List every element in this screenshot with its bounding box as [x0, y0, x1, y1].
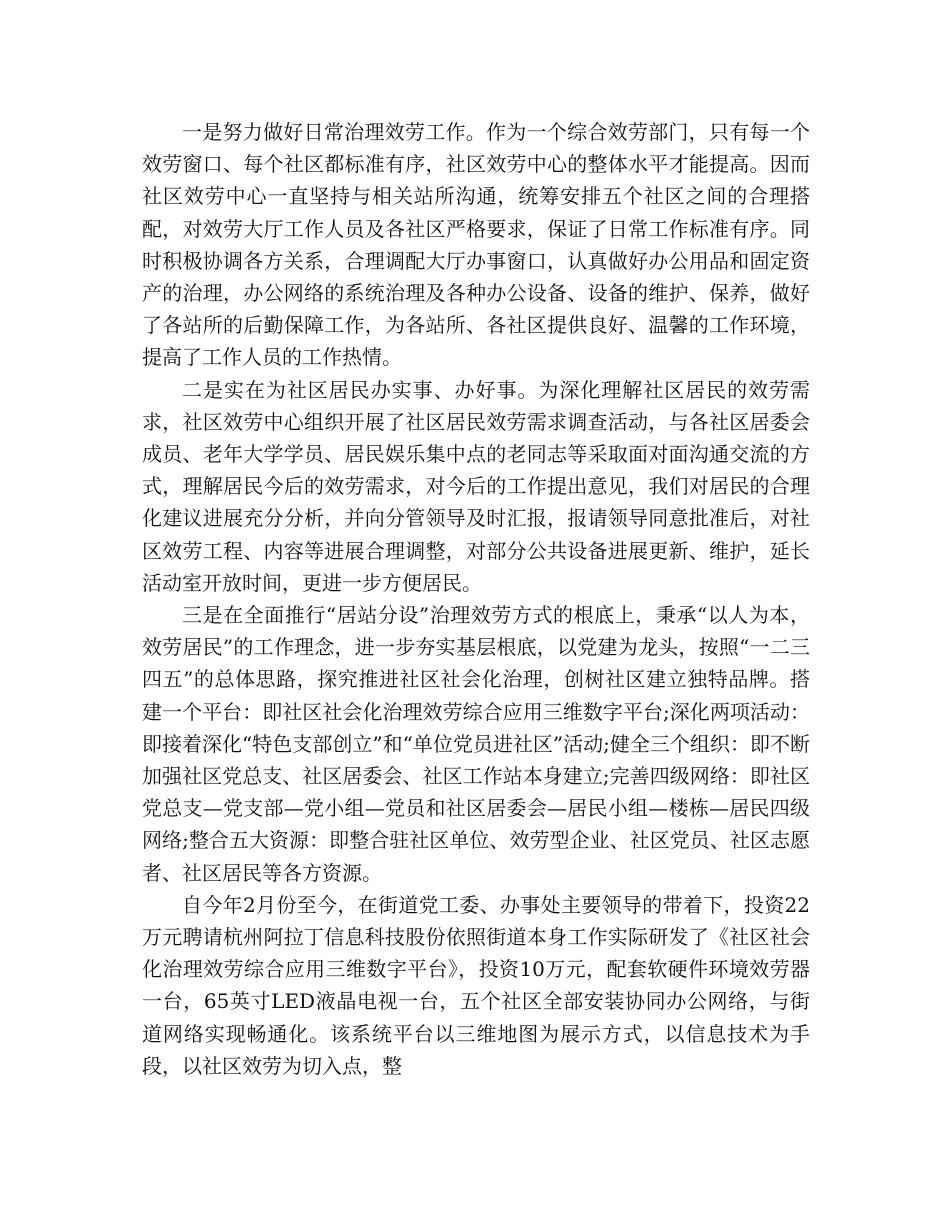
paragraph-daily-management: 一是努力做好日常治理效劳工作。作为一个综合效劳部门，只有每一个效劳窗口、每个社区都标准有序，社区效劳中心的整体水平才能提高。因而社区效劳中心一直坚持与相关站所沟通，统筹安排五个社区之间的合理搭配，对效劳大厅工作人员及各社区严格要求，保证了日常工作标准有序。同时积极协调各方关系，合理调配大厅办事窗口，认真做好办公用品和固定资产的治理，办公网络的系统治理及各种办公设备、设备的维护、保养，做好了各站所的后勤保障工作，为各站所、各社区提供良好、温馨的工作环境，提高了工作人员的工作热情。 — [142, 120, 810, 370]
paragraph-station-separation: 三是在全面推行“居站分设”治理效劳方式的根底上，秉承“以人为本，效劳居民”的工作理念，进一步夯实基层根底，以党建为龙头，按照“一二三四五”的总体思路，探究推进社区社会化治理，创树社区建立独特品牌。搭建一个平台：即社区社会化治理效劳综合应用三维数字平台;深化两项活动：即接着深化“特色支部创立”和“单位党员进社区”活动;健全三个组织：即不断加强社区党总支、社区居委会、社区工作站本身建立;完善四级网络：即社区党总支—党支部—党小组—党员和社区居委会—居民小组—楼栋—居民四级网络;整合五大资源：即整合驻社区单位、效劳型企业、社区党员、社区志愿者、社区居民等各方资源。 — [142, 603, 810, 885]
document-body — [142, 116, 810, 1082]
paragraph-resident-services: 二是实在为社区居民办实事、办好事。为深化理解社区居民的效劳需求，社区效劳中心组织开展了社区居民效劳需求调查活动，与各社区居委会成员、老年大学学员、居民娱乐集中点的老同志等采取面对面沟通交流的方式，理解居民今后的效劳需求，对今后的工作提出意见，我们对居民的合理化建议进展充分分析，并向分管领导及时汇报，报请领导同意批准后，对社区效劳工程、内容等进展合理调整，对部分公共设备进展更新、维护，延长活动室开放时间，更进一步方便居民。 — [142, 377, 810, 595]
paragraph-digital-platform: 自今年2月份至今，在街道党工委、办事处主要领导的带着下，投资22万元聘请杭州阿拉丁信息科技股份依照街道本身工作实际研发了《社区社会化治理效劳综合应用三维数字平台》，投资10万元，配套软硬件环境效劳器一台，65英寸LED液晶电视一台，五个社区全部安装协同办公网络，与街道网络实现畅通化。该系统平台以三维地图为展示方式，以信息技术为手段，以社区效劳为切入点，整 — [142, 892, 810, 1078]
